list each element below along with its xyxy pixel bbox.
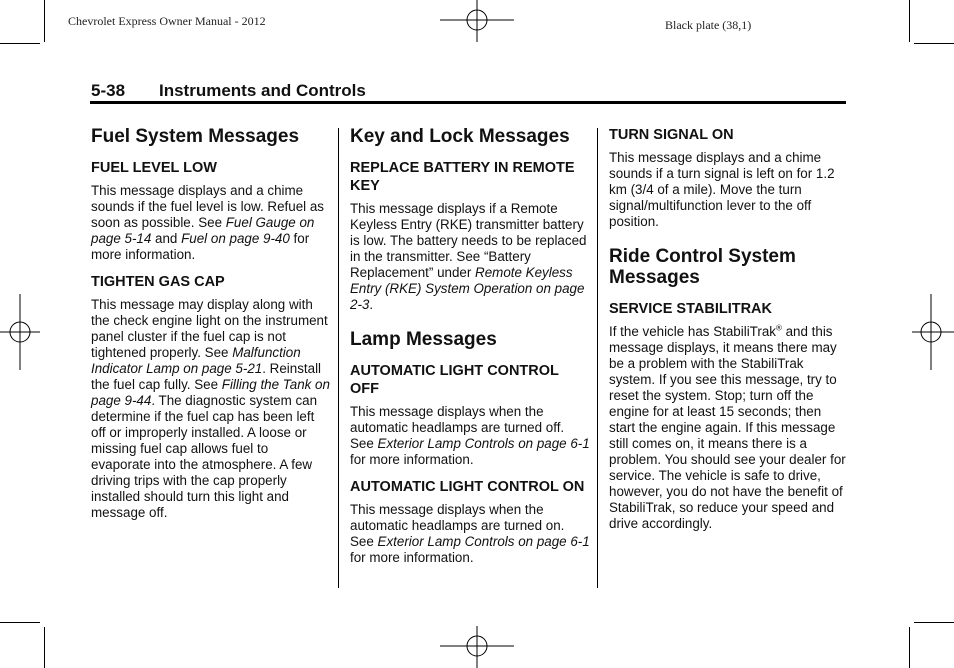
registration-mark-icon [440,626,514,668]
fuel-level-low-heading: FUEL LEVEL LOW [91,160,217,176]
replace-battery-text: This message displays if a Remote Keyless Entry (RKE) transmitter battery is low. The battery needs to be replaced in the transmitter. See “Battery Replacement” under Remote Keyless Entry (RKE) System Operation on page 2-3. [350,201,587,312]
crop-mark [914,622,954,623]
tighten-gas-cap-text: This message may display along with the check engine light on the instrument panel cluster if the fuel cap is not tightened properly. See Malfunction Indicator Lamp on page 5-21. Reinstall the fuel cap fully. See Filling the Tank on page 9-44. The diagnostic system can determine if the fuel cap has been left off or improperly installed. A loose or missing fuel cap allows fuel to evaporate into the atmosphere. A few driving trips with the cap properly installed should turn this light and message off. [91,297,330,520]
cross-reference[interactable]: Remote Keyless Entry (RKE) System Operation on page 2-3 [350,265,585,312]
crop-mark [0,622,40,623]
turn-signal-text: This message displays and a chime sounds if a turn signal is left on for 1.2 km (3/4 of a mile). Move the turn signal/multifunction lever to the off position. [609,150,835,229]
tighten-gas-cap-heading: TIGHTEN GAS CAP [91,274,225,290]
crop-mark [909,0,910,42]
section-title: Instruments and Controls [159,81,366,100]
column-3 [609,126,849,542]
light-control-off-text: This message displays when the automatic headlamps are turned off. See Exterior Lamp Controls on page 6-1 for more information. [350,404,590,467]
crop-mark [44,0,45,42]
ride-control-heading: Ride Control System Messages [609,246,796,288]
light-control-on-heading: AUTOMATIC LIGHT CONTROL ON [350,479,585,495]
crop-mark [0,43,40,44]
turn-signal-heading: TURN SIGNAL ON [609,127,734,143]
cross-reference[interactable]: Fuel Gauge on page 5-14 [91,215,315,246]
crop-mark [914,43,954,44]
registration-mark-icon [440,0,514,44]
registered-mark: ® [775,323,782,333]
column-2 [350,126,590,576]
light-control-on-text: This message displays when the automatic headlamps are turned on. See Exterior Lamp Controls on page 6-1 for more information. [350,502,590,565]
lamp-messages-heading: Lamp Messages [350,329,497,350]
registration-mark-icon [912,294,954,370]
light-control-off-heading: AUTOMATIC LIGHT CONTROL OFF [350,363,559,397]
cross-reference[interactable]: Exterior Lamp Controls on page 6-1 [377,534,590,549]
replace-battery-heading: REPLACE BATTERY IN REMOTE KEY [350,160,575,194]
service-stabilitrak-text: If the vehicle has StabiliTrak® and this message displays, it means there may be a problem with the StabiliTrak system. If you see this message, try to reset the system. Stop; turn off the engine for at least 15 seconds; then start the engine again. If this message still comes on, it means there is a problem. You should see your dealer for service. The vehicle is safe to drive, however, you do not have the benefit of StabiliTrak, so reduce your speed and drive accordingly. [609,323,846,531]
key-lock-heading: Key and Lock Messages [350,126,570,147]
cross-reference[interactable]: Malfunction Indicator Lamp on page 5-21 [91,345,301,376]
column-divider [597,128,598,588]
registration-mark-icon [0,294,40,370]
cross-reference[interactable]: Exterior Lamp Controls on page 6-1 [377,436,590,451]
cross-reference[interactable]: Filling the Tank on page 9-44 [91,377,330,408]
page-number: 5-38 [91,81,126,100]
column-1 [91,126,331,531]
fuel-level-low-text: This message displays and a chime sounds if the fuel level is low. Refuel as soon as possible. See Fuel Gauge on page 5-14 and Fuel on page 9-40 for more information. [91,183,324,262]
crop-mark [44,627,45,668]
service-stabilitrak-heading: SERVICE STABILITRAK [609,301,773,317]
fuel-system-heading: Fuel System Messages [91,126,300,147]
cross-reference[interactable]: Fuel on page 9-40 [181,231,290,246]
header-rule [90,101,846,104]
manual-title: Chevrolet Express Owner Manual - 2012 [68,14,266,28]
column-divider [338,128,339,588]
crop-mark [909,627,910,668]
plate-label: Black plate (38,1) [665,18,752,32]
